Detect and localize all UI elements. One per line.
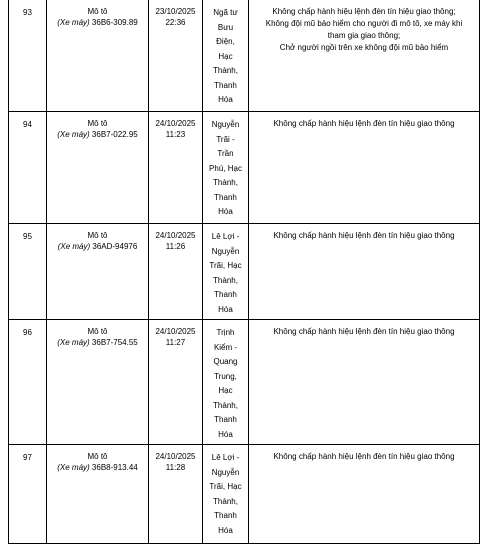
location-line: Nguyễn	[211, 246, 240, 256]
location-line: Hóa	[218, 95, 233, 104]
location-line: Thành,	[213, 400, 238, 410]
vehicle-cell	[47, 112, 149, 224]
location-line: Lê Lợi -	[211, 232, 240, 241]
table-row	[9, 0, 480, 112]
location-line: Ngã tư	[213, 8, 238, 17]
vehicle-plate-line	[47, 17, 148, 28]
location-cell	[203, 445, 249, 544]
vehicle-plate-line	[47, 337, 148, 348]
violation-cell	[249, 320, 480, 445]
location-cell	[203, 320, 249, 445]
license-plate: 36B7-022.95	[91, 130, 138, 139]
violation-cell	[249, 445, 480, 544]
license-plate: 36B7-754.55	[91, 338, 138, 347]
row-number: 96	[9, 320, 47, 445]
location-line: Phú, Hạc	[209, 163, 242, 173]
location-line: Trung,	[214, 371, 237, 381]
violation-time: 11:27	[165, 338, 186, 347]
violation-line: Không chấp hành hiệu lệnh đèn tín hiệu giao thông	[273, 452, 455, 461]
license-plate: 36B8-913.44	[91, 463, 138, 472]
location-line: Thành,	[213, 275, 238, 285]
location-line: Hóa	[218, 207, 233, 216]
location-line: Thanh	[214, 415, 237, 424]
vehicle-type: Mô tô	[87, 231, 108, 240]
location-cell	[203, 224, 249, 320]
violation-cell	[249, 112, 480, 224]
location-line: Trãi, Hạc	[209, 261, 242, 270]
vehicle-kind: (Xe máy)	[57, 338, 90, 347]
license-plate: 36AD-94976	[92, 242, 138, 251]
vehicle-cell	[47, 320, 149, 445]
location-line: Trần	[217, 149, 234, 158]
violation-time: 22:36	[165, 18, 186, 27]
violation-line: Không chấp hành hiệu lệnh đèn tín hiệu giao thông;	[272, 7, 456, 16]
violation-line: Không chấp hành hiệu lệnh đèn tín hiệu giao thông	[273, 231, 455, 240]
violation-line: Không chấp hành hiệu lệnh đèn tín hiệu giao thông	[273, 327, 455, 336]
location-line: Thành,	[213, 178, 238, 187]
violation-line: tham gia giao thông;	[327, 31, 401, 40]
location-line: Nguyễn	[211, 120, 240, 129]
location-line: Điện,	[216, 37, 235, 46]
vehicle-type: Mô tô	[87, 119, 108, 128]
vehicle-type: Mô tô	[87, 327, 108, 336]
vehicle-kind: (Xe máy)	[57, 242, 91, 251]
location-line: Trãi, Hạc	[209, 482, 242, 491]
violation-date: 24/10/2025	[155, 119, 196, 128]
location-line: Thanh	[214, 511, 237, 520]
violation-date: 24/10/2025	[155, 452, 196, 461]
location-line: Hạc	[218, 51, 233, 61]
location-cell	[203, 0, 249, 112]
location-line: Trãi -	[216, 134, 235, 144]
datetime-cell	[149, 224, 203, 320]
location-line: Hạc	[218, 386, 233, 395]
location-line: Hóa	[218, 525, 233, 535]
location-line: Thành,	[213, 66, 238, 75]
table-row	[9, 224, 480, 320]
vehicle-cell	[47, 445, 149, 544]
location-line: Hóa	[218, 429, 233, 439]
violation-line: Chở người ngồi trên xe không đội mũ bảo hiểm	[279, 43, 449, 52]
vehicle-kind: (Xe máy)	[57, 130, 90, 139]
vehicle-cell	[47, 224, 149, 320]
datetime-cell	[149, 112, 203, 224]
location-line: Thanh	[214, 80, 237, 90]
vehicle-type: Mô tô	[87, 7, 108, 16]
location-line: Quang	[213, 357, 238, 366]
vehicle-plate-line	[47, 241, 148, 252]
row-number: 94	[9, 112, 47, 224]
row-number: 97	[9, 445, 47, 544]
violation-time: 11:26	[165, 242, 186, 251]
location-line: Lê Lợi -	[211, 453, 240, 462]
vehicle-type: Mô tô	[87, 452, 108, 461]
violation-time: 11:28	[165, 463, 186, 472]
violation-line: Không chấp hành hiệu lệnh đèn tín hiệu giao thông	[273, 119, 455, 128]
datetime-cell	[149, 445, 203, 544]
location-line: Kiểm -	[213, 342, 238, 352]
datetime-cell	[149, 0, 203, 112]
violation-time: 11:23	[165, 130, 186, 139]
violation-cell	[249, 0, 480, 112]
location-line: Trịnh	[216, 328, 235, 337]
violations-table	[8, 0, 480, 544]
violation-cell	[249, 224, 480, 320]
location-line: Bưu	[217, 22, 234, 32]
license-plate: 36B6-309.89	[91, 18, 138, 27]
violation-date: 24/10/2025	[155, 327, 196, 336]
vehicle-kind: (Xe máy)	[57, 18, 90, 27]
datetime-cell	[149, 320, 203, 445]
location-cell	[203, 112, 249, 224]
location-line: Hóa	[218, 304, 233, 314]
vehicle-plate-line	[47, 462, 148, 473]
location-line: Thanh	[214, 290, 237, 299]
violation-line: Không đội mũ bảo hiểm cho người đi mô tô, xe máy khi	[265, 19, 463, 28]
vehicle-cell	[47, 0, 149, 112]
table-row	[9, 320, 480, 445]
violation-date: 24/10/2025	[155, 231, 196, 240]
location-line: Thanh	[214, 192, 237, 202]
row-number: 95	[9, 224, 47, 320]
row-number: 93	[9, 0, 47, 112]
location-line: Nguyễn	[211, 467, 240, 477]
location-line: Thành,	[213, 496, 238, 506]
vehicle-kind: (Xe máy)	[57, 463, 90, 472]
violation-date: 23/10/2025	[155, 7, 196, 16]
vehicle-plate-line	[47, 129, 148, 140]
table-row	[9, 445, 480, 544]
table-row	[9, 112, 480, 224]
